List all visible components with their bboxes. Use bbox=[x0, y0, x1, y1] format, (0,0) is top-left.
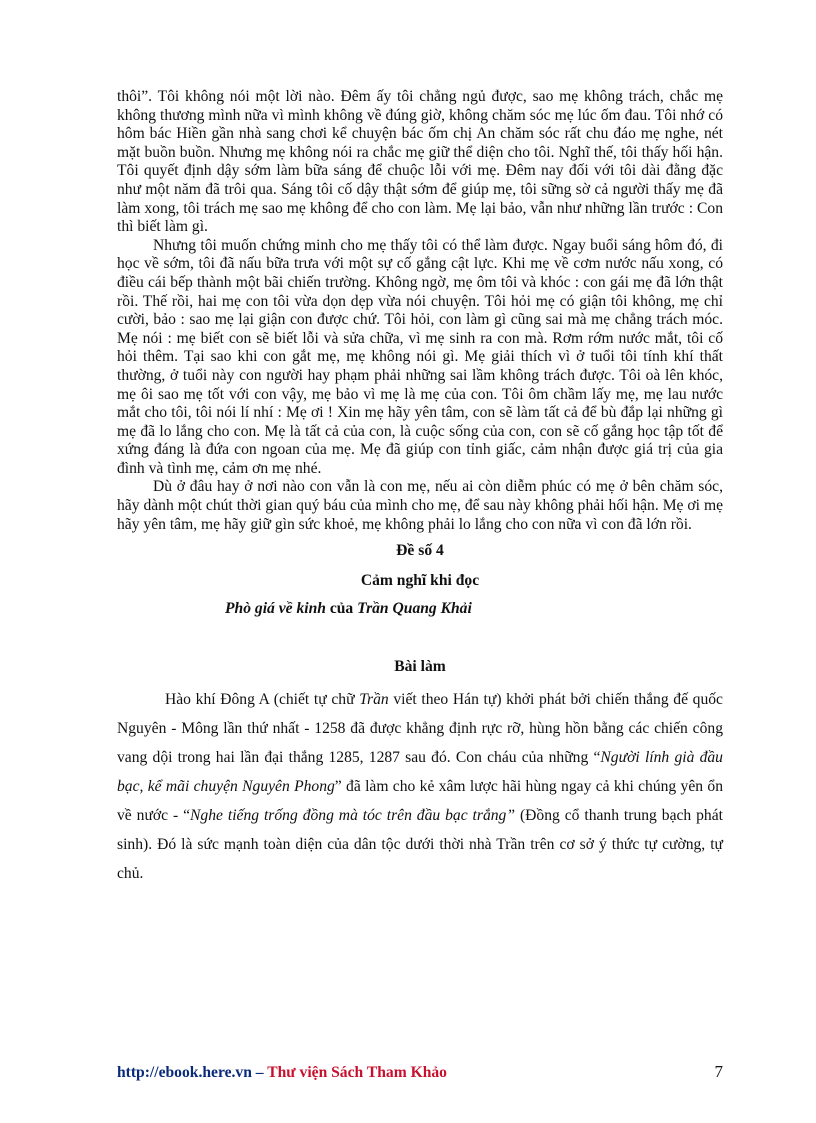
paragraph: Nhưng tôi muốn chứng minh cho mẹ thấy tôi có thể làm được. Ngay buổi sáng hôm đó, đi học về sớm, tôi đã nấu bữa trưa với một sự cố gắng cật lực. Khi mẹ về cơm nước nấu xong, có điều cái bếp thành một bãi chiến trường. Không ngờ, mẹ ôm tôi và khóc : con gái mẹ đã lớn thật rồi. Thế rồi, hai mẹ con tôi vừa dọn dẹp vừa nói chuyện. Tôi hỏi mẹ có giận tôi không, mẹ chỉ cười, bảo : sao mẹ lại giận con được chứ. Tôi hỏi, con làm gì cũng sai mà mẹ chẳng trách móc. Mẹ nói : mẹ biết con sẽ biết lỗi và sửa chữa, vì mẹ sinh ra con mà. Rơm rớm nước mắt, tôi cố hỏi thêm. Tại sao khi con gắt mẹ, mẹ không nói gì. Mẹ giải thích vì ở tuổi tôi tính khí thất thường, ở tuổi này con người hay phạm phải những sai lầm không trách được. Tôi oà lên khóc, mẹ ôi sao mẹ tốt với con vậy, mẹ bảo vì mẹ là mẹ của con. Tôi ôm chầm lấy mẹ, mẹ lau nước mắt cho tôi, tôi nói lí nhí : Mẹ ơi ! Xin mẹ hãy yên tâm, con sẽ làm tất cả để bù đắp lại những gì mẹ đã lo lắng cho con. Mẹ là tất cả của con, là cuộc sống của con, con sẽ cố gắng học tập tốt để xứng đáng là đứa con ngoan của mẹ. Mẹ đã giúp con tỉnh giấc, cảm nhận được giá trị của gia đình và tình mẹ, cảm ơn mẹ nhé. bbox=[117, 236, 723, 477]
essay-text: viết theo Hán tự) khởi phát bởi chiến thắng đế quốc Nguyên - Mông lần thứ nhất - 1258 đã được khẳng định rực rỡ, hùng hồn bằng các chiến công vang dội trong hai lần đại thắng 1285, 1287 sau đó. Con cháu của những “ bbox=[117, 691, 723, 767]
essay-text: ” đã làm cho kẻ xâm lược hãi hùng ngay cả khi chúng yên ổn về nước - “ bbox=[117, 778, 723, 825]
essay-italic: Trần bbox=[359, 691, 389, 709]
essay-text: Hào khí Đông A (chiết tự chữ bbox=[165, 691, 360, 709]
essay-quote: Người lính già đầu bạc, kể mãi chuyện Nguyên Phong bbox=[117, 749, 723, 796]
page-number: 7 bbox=[714, 1062, 723, 1081]
essay-paragraph bbox=[117, 685, 723, 888]
section-heading: Đề số 4 bbox=[396, 542, 444, 560]
bai-lam-heading: Bài làm bbox=[394, 658, 446, 676]
paragraph: Dù ở đâu hay ở nơi nào con vẫn là con mẹ, nếu ai còn diễm phúc có mẹ ở bên chăm sóc, hãy dành một chút thời gian quý báu của mình cho mẹ, để sau này không phải hối hận. Mẹ ơi mẹ hãy yên tâm, mẹ hãy giữ gìn sức khoẻ, mẹ không phải lo lắng cho con nữa vì con đã lớn rồi. bbox=[117, 478, 723, 533]
page-content bbox=[117, 88, 723, 888]
page-footer bbox=[117, 1064, 723, 1082]
subtitle-connector: của bbox=[325, 600, 358, 618]
footer-library-name: Thư viện Sách Tham Khảo bbox=[267, 1064, 447, 1081]
essay-quote: Nghe tiếng trống đồng mà tóc trên đầu bạc trắng” bbox=[190, 807, 516, 825]
footer-link[interactable]: http://ebook.here.vn bbox=[117, 1064, 252, 1081]
essay-title: Cảm nghĩ khi đọc bbox=[360, 572, 480, 590]
author-name: Trần Quang Khải bbox=[357, 600, 472, 618]
essay-text: (Đồng cổ thanh trung bạch phát sinh). Đó là sức mạnh toàn diện của dân tộc dưới thời nhà Trần trên cơ sở ý thức tự cường, tự chủ. bbox=[117, 807, 723, 883]
poem-title: Phò giá về kinh bbox=[225, 600, 326, 618]
essay-subtitle bbox=[117, 600, 723, 618]
paragraph: thôi”. Tôi không nói một lời nào. Đêm ấy tôi chẳng ngủ được, sao mẹ không trách, chắc mẹ không thương mình nữa vì mình không về đúng giờ, không chăm sóc mẹ lúc ốm đau. Tôi nhớ có hôm bác Hiền gần nhà sang chơi kể chuyện bác ốm chị An chăm sóc rất chu đáo mẹ nghe, nét mặt buồn buồn. Nhưng mẹ không nói ra chắc mẹ giữ thể diện cho tôi. Nghĩ thế, tôi thấy hối hận. Tôi quyết định dậy sớm làm bữa sáng để chuộc lỗi với mẹ. Đêm nay đối với tôi dài đằng đặc như một năm đã trôi qua. Sáng tôi cố dậy thật sớm để giúp mẹ, tôi sững sờ cả người thấy mẹ đã làm xong, tôi trách mẹ sao mẹ không để cho con làm. Mẹ lại bảo, vẫn như những lần trước : Con thì biết làm gì. bbox=[117, 88, 723, 236]
footer-separator: – bbox=[251, 1064, 268, 1081]
